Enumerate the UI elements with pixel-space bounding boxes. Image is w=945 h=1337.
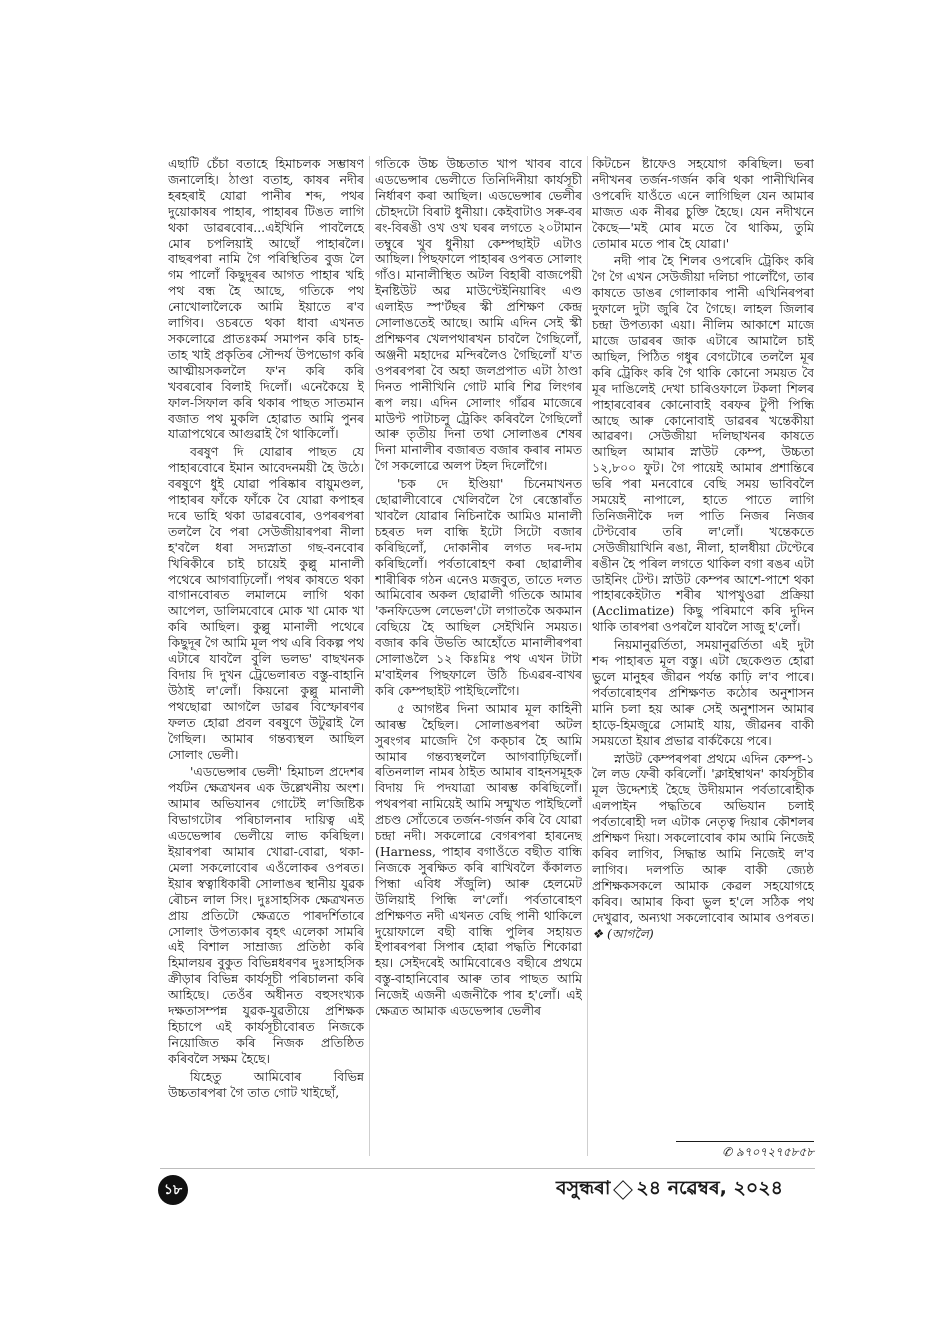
diamond-logo-icon [613, 1180, 633, 1200]
column-divider [587, 156, 588, 1156]
continued-mark: ❖ (আগলৈ) [592, 925, 654, 941]
paragraph: ৫ আগষ্টৰ দিনা আমাৰ মূল কাহিনী আৰম্ভ হৈছিল। সোলাঙৰপৰা অটল সুৰংগৰ মাজেদি গৈ কক্চাৰ হৈ আমি আমাৰ গন্তব্যস্থললৈ আগবাঢ়িছিলোঁ। ৰতিনলাল নামৰ ঠাইত আমাৰ বাহনসমূহক বিদায় দি পদযাত্ৰা আৰম্ভ কৰিছিলোঁ। পথৰপৰা নামিয়েই আমি সন্মুখত পাইছিলোঁ প্ৰচণ্ড সোঁতেৰে তৰ্জন-গৰ্জন কৰি বৈ যোৱা চন্দ্ৰা নদী। সকলোৱে বেগৰপৰা হাৰনেছ (Harness, পাহাৰ বগাওঁতে বছীত বান্ধি নিজকে সুৰক্ষিত কৰি ৰাখিবলৈ কঁকালত পিন্ধা এবিধ সঁজুলি) আৰু হেলমেট উলিয়াই পিন্ধি ল'লোঁ। পৰ্বতাৰোহণ প্ৰশিক্ষণত নদী এখনত বেছি পানী থাকিলে দুয়োফালে বছী বান্ধি পুলিৰ সহায়ত ইপাৰৰপৰা সিপাৰ হোৱা পদ্ধতি শিকোৱা হয়। সেইদৰেই আমিবোৰেও বছীৰে প্ৰথমে বস্তু-বাহানিবোৰ আৰু তাৰ পাছত আমি নিজেই এজনী এজনীকৈ পাৰ হ'লোঁ। এই ক্ষেত্ৰত আমাক এডভেন্সাৰ ভেলীৰ [375, 700, 582, 1019]
paragraph: 'চক দে ইণ্ডিয়া' চিনেমাখনত ছোৱালীবোৰে খেলিবলৈ গৈ ৰেস্তোৰাঁত খাবলৈ যোৱাৰ নিচিনাকৈ আমিও মানালী চহৰত দল বান্ধি ইটো সিটো বজাৰ কৰিছিলোঁ, দোকানীৰ লগত দৰ-দাম কৰিছিলোঁ। পৰ্বতাৰোহণ কৰা ছোৱালীৰ শাৰীৰিক গঠন এনেও মজবুত, তাতে দলত আমিবোৰ অকল ছোৱালী গতিকে আমাৰ 'কনফিডেন্স লেভেল'টো লগাতকৈ অকমান বেছিয়ে হৈ আছিল সেইখিনি সময়ত। বজাৰ কৰি উভতি আহোঁতে মানালীৰপৰা সোলাঙলৈ ১২ কিঃমিঃ পথ এখন টাটা ম'বাইলৰ পিছফালে উঠি চিএৱৰ-বাখৰ কৰি কেম্পছাইট পাইছিলোঁগৈ। [375, 476, 582, 698]
paragraph: গতিকে উচ্চ উচ্চতাত খাপ খাবৰ বাবে এডভেন্সাৰ ভেলীতে তিনিদিনীয়া কাৰ্যসূচী নিৰ্ধাৰণ কৰা আছিল। এডভেন্সাৰ ভেলীৰ চৌহদটো বিৰাট ধুনীয়া। কেইবাটাও সৰু-বৰ ৰং-বিৰঙী ওখ ওখ ঘৰৰ লগতে ২০টামান তম্বুৰে খুব ধুনীয়া কেম্পছাইট এটাও আছিল। পিছফালে পাহাৰৰ ওপৰত সোলাং গাঁও। মানালীস্থিত অটল বিহাৰী বাজপেয়ী ইনষ্টিউট অৱ মাউণ্টেইনিয়াৰিং এণ্ড এলাইড স্প'ৰ্টছৰ স্কী প্ৰশিক্ষণ কেন্দ্ৰ সোলাঙতেই আছে। আমি এদিন সেই স্কী প্ৰশিক্ষণৰ খেলপথাৰখন চাবলৈ গৈছিলোঁ, অঞ্জনী মহাদেৱ মন্দিৰলৈও গৈছিলোঁ য'ত ওপৰৰপৰা বৈ অহা জলপ্ৰপাত এটা ঠাণ্ডা দিনত পানীখিনি গোট মাৰি শিৱ লিংগৰ ৰূপ লয়। এদিন সোলাং গাঁৱৰ মাজেৰে মাউণ্ট পাটাচলু ট্ৰেকিং কৰিবলৈ গৈছিলোঁ আৰু তৃতীয় দিনা তথা সোলাঙৰ শেষৰ দিনা মানালীৰ বজাৰত বজাৰ কৰাৰ নামত গৈ সকলোৱে অলপ টহল দিলোঁগৈ। [375, 156, 582, 474]
issue-date: ২৪ নৱেম্বৰ, ২০২৪ [636, 1177, 783, 1199]
column-divider [369, 156, 370, 1156]
paragraph [592, 751, 814, 942]
paragraph-text: স্নাউট কেম্পৰপৰা প্ৰথমে এদিন কেম্প-১ লৈ লড ফেৰী কৰিলোঁ। 'ক্লাইম্বাথন' কাৰ্যসূচীৰ মূল উদ্দেশ্যই হৈছে উদীয়মান পৰ্বতাৰোহীক এলপাইন পদ্ধতিৰে অভিযান চলাই পৰ্বতাৰোহী দল এটাক নেতৃত্ব দিয়াৰ কৌশলৰ প্ৰশিক্ষণ দিয়া। সকলোবোৰ কাম আমি নিজেই কৰিব লাগিব, সিদ্ধান্ত আমি নিজেই ল'ব লাগিব। দলপতি আৰু বাকী জ্যেষ্ঠ প্ৰশিক্ষকসকলে আমাক কেৱল সহযোগহে কৰিব। আমাৰ কিবা ভুল হ'লে সঠিক পথ দেখুৱাব, অন্যথা সকলোবোৰ আমাৰ ওপৰত। [592, 750, 814, 925]
page-number: ১৮ [158, 1175, 188, 1205]
magazine-name: বসুন্ধৰা [556, 1177, 611, 1199]
phone-rule [676, 1141, 814, 1142]
paragraph: কিটচেন ষ্টাফেও সহযোগ কৰিছিল। ভৰা নদীখনৰ তৰ্জন-গৰ্জন কৰি থকা পানীখিনিৰ ওপৰেদি যাওঁতে এনে লাগিছিল যেন আমাৰ মাজত এক নীৰৱ চুক্তি হৈছে। যেন নদীখনে কৈছে—'মই মোৰ মতে বৈ থাকিম, তুমি তোমাৰ মতে পাৰ হৈ যোৱা।' [592, 156, 814, 251]
paragraph: নদী পাৰ হৈ শিলৰ ওপৰেদি ট্ৰেকিং কৰি গৈ গৈ এখন সেউজীয়া দলিচা পালোঁগৈ, তাৰ কাষতে ডাঙৰ গোলাকাৰ পানী এখিনিৰপৰা দুফালে দুটা জুৰি বৈ গৈছে। লাহল জিলাৰ চন্দ্ৰা উপত্যকা এয়া। নীলিম আকাশে মাজে মাজে ডাৱৰৰ জাক এটাৰে আমালৈ চাই আছিল, পিঠিত গধুৰ বেগটোৰে তললৈ মূৰ কৰি ট্ৰেকিং কৰি গৈ থাকি কোনো সময়ত বৈ মূৰ দাঙিলেই দেখা চাৰিওফালে টকলা শিলৰ পাহাৰবোৰৰ কোনোবাই বৰফৰ টুপী পিন্ধি আছে আৰু কোনোবাই ডাৱৰৰ খন্তেকীয়া আৱৰণ। সেউজীয়া দলিছাখনৰ কাষতে আছিল আমাৰ স্নাউট কেম্প, উচ্চতা ১২,৮০০ ফুট। গৈ পায়েই আমাৰ প্ৰশান্তিৰে ভৰি পৰা মনবোৰে বেছি সময় ভাবিবলৈ সময়েই নাপালে, হাতে পাতে লাগি তিনিজনীকৈ দল পাতি নিজৰ নিজৰ টেণ্টবোৰ তৰি ল'লোঁ। খন্তেকতে সেউজীয়াখিনি ৰঙা, নীলা, হালধীয়া টেণ্টেৰে ৰঙীন হৈ পৰিল লগতে থাকিল বগা ৰঙৰ এটা ডাইনিং টেণ্ট। স্নাউট কেম্পৰ আশে-পাশে থকা পাহাৰকেইটাত শৰীৰ খাপখুওৱা প্ৰক্ৰিয়া (Acclimatize) কিছু পৰিমাণে কৰি দুদিন থাকি তাৰপৰা ওপৰলৈ যাবলৈ সাজু হ'লোঁ। [592, 253, 814, 635]
author-phone: ✆ ৯৭০৭২৭৫৮৫৮ [722, 1145, 814, 1159]
article-column-2 [375, 156, 582, 1176]
footer-rule [160, 1168, 815, 1169]
paragraph: এছাটি চেঁচা বতাহে হিমাচলক সম্ভাষণ জনালেহি। ঠাণ্ডা বতাহ, কাষৰ নদীৰ হৰহৰাই যোৱা পানীৰ শব্দ, পথৰ দুয়োকাষৰ পাহাৰ, পাহাৰৰ টিঙত লাগি থকা ডাৱৰবোৰ...এইখিনি পাবলৈহে মোৰ চপলিয়াই আছোঁ পাহাৰলৈ। বাছৰপৰা নামি গৈ পৰিস্থিতিৰ বুজ লৈ গম পালোঁ কিছুদূৰৰ আগত পাহাৰ খহি পথ বন্ধ হৈ আছে, গতিকে পথ নোখোলালৈকে আমি ইয়াতে ৰ'ব লাগিব। ওচৰতে থকা ধাবা এখনত সকলোৱে প্ৰাতঃকৰ্ম সমাপন কৰি চাহ-তাহ খাই প্ৰকৃতিৰ সৌন্দৰ্য উপভোগ কৰি আত্মীয়সকললৈ ফ'ন কৰি কৰি খবৰবোৰ বিলাই দিলোঁ। এনেকৈয়ে ই ফাল-সিফাল কৰি থকাৰ পাছত সাতমান বজাত পথ মুকলি হোৱাত আমি পুনৰ যাত্ৰাপথেৰে আগুৱাই গৈ থাকিলোঁ। [168, 156, 364, 442]
article-column-1 [168, 156, 364, 1176]
paragraph: বৰষুণ দি যোৱাৰ পাছত যে পাহাৰবোৰে ইমান আবেদনময়ী হৈ উঠে। বৰষুণে ধুই যোৱা পৰিষ্কাৰ বায়ুমণ্ডল, পাহাৰৰ ফাঁকে ফাঁকে বৈ যোৱা কপাহৰ দৰে ভাহি থকা ডাৱৰবোৰ, ওপৰৰপৰা তললৈ বৈ পৰা সেউজীয়াৰপৰা নীলা হ'বলৈ ধৰা সদ্যস্নাতা গছ-বনবোৰ খিৰিকীৰে চাই চায়েই কুল্লু মানালী পথেৰে আগবাঢ়িলোঁ। পথৰ কাষতে থকা বাগানবোৰত লমালমে লাগি থকা আপেল, ডালিমবোৰে মোক খা মোক খা কৰি আছিল। কুল্লু মানালী পথেৰে কিছুদূৰ গৈ আমি মূল পথ এৰি বিকল্প পথ এটাৰে যাবলৈ বুলি ভলভ' বাছখনক বিদায় দি দুখন ট্ৰেভেলাৰত বস্তু-বাহানি উঠাই ল'লোঁ। কিয়নো কুল্লু মানালী পথছোৱা আগলৈ ডাৱৰ বিস্ফোৰণৰ ফলত হোৱা প্ৰবল বৰষুণে উটুৱাই লৈ গৈছিল। আমাৰ গন্তব্যস্থল আছিল সোলাং ভেলী। [168, 444, 364, 762]
article-column-3 [592, 156, 814, 1176]
paragraph: 'এডভেন্সাৰ ভেলী' হিমাচল প্ৰদেশৰ পৰ্যটন ক্ষেত্ৰখনৰ এক উল্লেখনীয় অংশ। আমাৰ অভিযানৰ গোটেই ল'জিষ্টিক বিভাগটোৰ পৰিচালনাৰ দায়িত্ব এই এডভেন্সাৰ ভেলীয়ে লাভ কৰিছিল। ইয়াৰপৰা আমাৰ খোৱা-বোৱা, থকা-মেলা সকলোবোৰ এওঁলোকৰ ওপৰত। ইয়াৰ স্বত্বাধিকাৰী সোলাঙৰ স্থানীয় যুৱক ৰৌচন লাল সিং। দুঃসাহসিক ক্ষেত্ৰখনত প্ৰায় প্ৰতিটো ক্ষেত্ৰতে পাৰদৰ্শিতাৰে সোলাং উপত্যকাৰ বৃহৎ এলেকা সামৰি এই বিশাল সাম্ৰাজ্য প্ৰতিষ্ঠা কৰি হিমালয়ৰ বুকুত বিভিন্নধৰণৰ দুঃসাহসিক ক্ৰীড়াৰ বিভিন্ন কাৰ্যসূচী পৰিচালনা কৰি আহিছে। তেওঁৰ অধীনত বহুসংখ্যক দক্ষতাসম্পন্ন যুৱক-যুৱতীয়ে প্ৰশিক্ষক হিচাপে এই কাৰ্যসূচীবোৰত নিজকে নিয়োজিত কৰি নিজক প্ৰতিষ্ঠিত কৰিবলৈ সক্ষম হৈছে। [168, 764, 364, 1066]
paragraph: নিয়মানুৱৰ্তিতা, সময়ানুৱৰ্তিতা এই দুটা শব্দ পাহাৰত মূল বস্তু। এটা ছেকেণ্ডত হোৱা ভুলে মানুহৰ জীৱন পৰ্যন্ত কাঢ়ি ল'ব পাৰে। পৰ্বতাৰোহণৰ প্ৰশিক্ষণত কঠোৰ অনুশাসন মানি চলা হয় আৰু সেই অনুশাসন আমাৰ হাড়ে-হিমজুৱে সোমাই যায়, জীৱনৰ বাকী সময়তো ইয়াৰ প্ৰভাৱ বাৰ্ককৈয়ে পৰে। [592, 637, 814, 748]
paragraph: যিহেতু আমিবোৰ বিভিন্ন উচ্চতাৰপৰা গৈ তাত গোট খাইছোঁ, [168, 1068, 364, 1100]
footer-masthead [556, 1174, 816, 1206]
